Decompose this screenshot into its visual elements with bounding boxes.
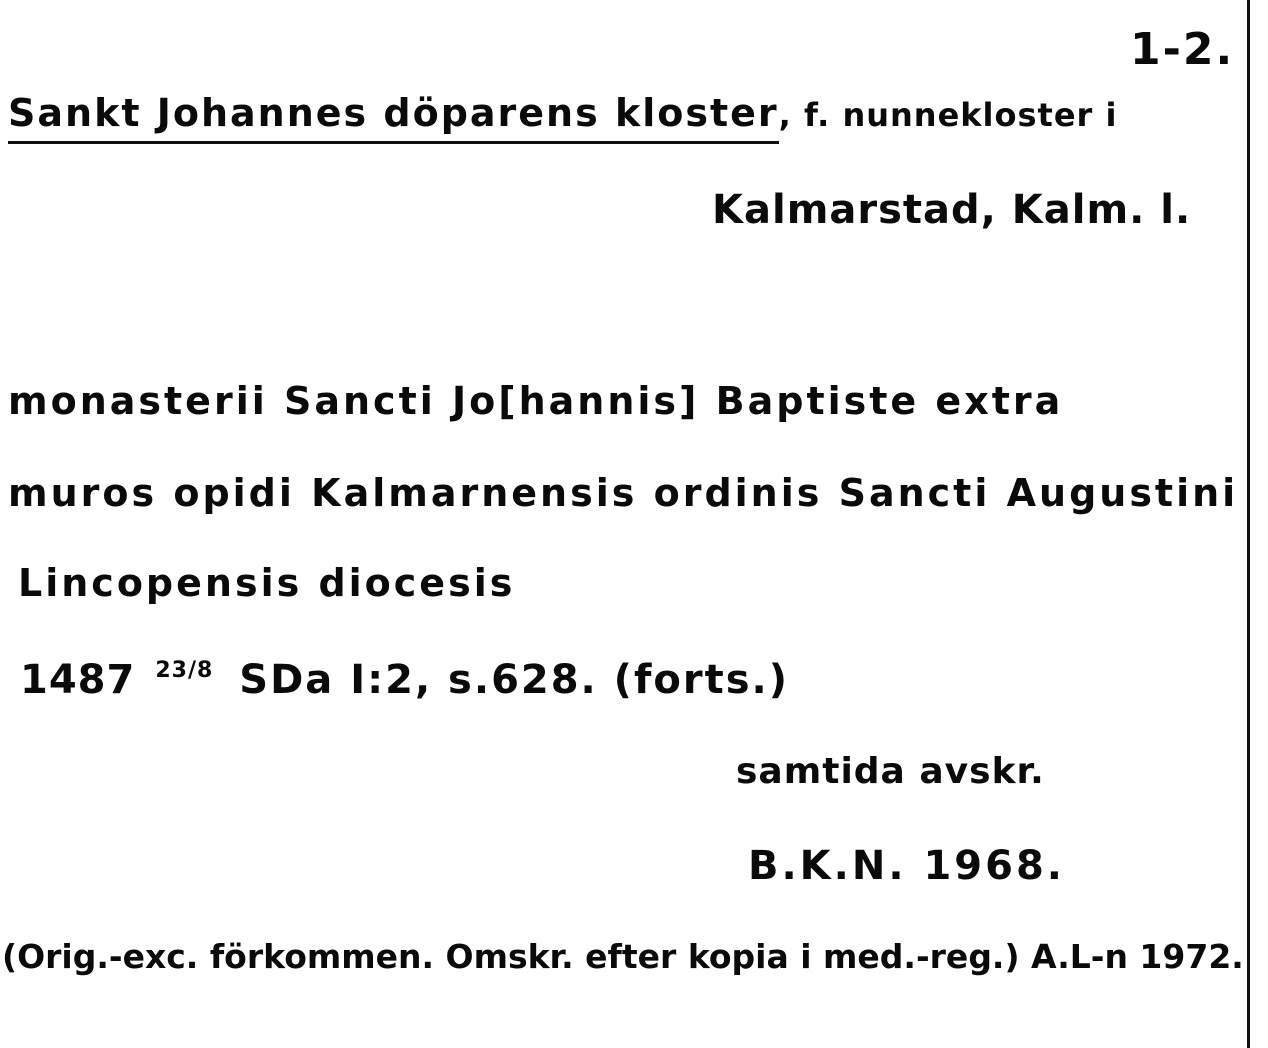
card-title-row xyxy=(8,91,1118,135)
card-edge-line xyxy=(1247,0,1250,1048)
reference-date: 23/8 xyxy=(155,658,214,683)
card-title-rest: , f. nunnekloster i xyxy=(778,96,1118,134)
card-title: Sankt Johannes döparens kloster xyxy=(8,91,779,144)
latin-line-1: monasterii Sancti Jo[hannis] Baptiste extra xyxy=(8,379,1064,423)
location-line: Kalmarstad, Kalm. l. xyxy=(712,187,1192,233)
copy-note: samtida avskr. xyxy=(736,751,1045,792)
latin-line-2: muros opidi Kalmarnensis ordinis Sancti Augustini xyxy=(8,471,1239,515)
reference-line xyxy=(20,657,789,703)
card-number: 1-2. xyxy=(1130,24,1235,75)
footer-note: (Orig.-exc. förkommen. Omskr. efter kopia i med.-reg.) A.L-n 1972. xyxy=(2,937,1244,976)
latin-line-3: Lincopensis diocesis xyxy=(18,561,516,605)
reference-year: 1487 xyxy=(20,657,136,703)
author-signature-1: B.K.N. 1968. xyxy=(748,843,1065,889)
reference-source: SDa I:2, s.628. (forts.) xyxy=(239,657,789,703)
